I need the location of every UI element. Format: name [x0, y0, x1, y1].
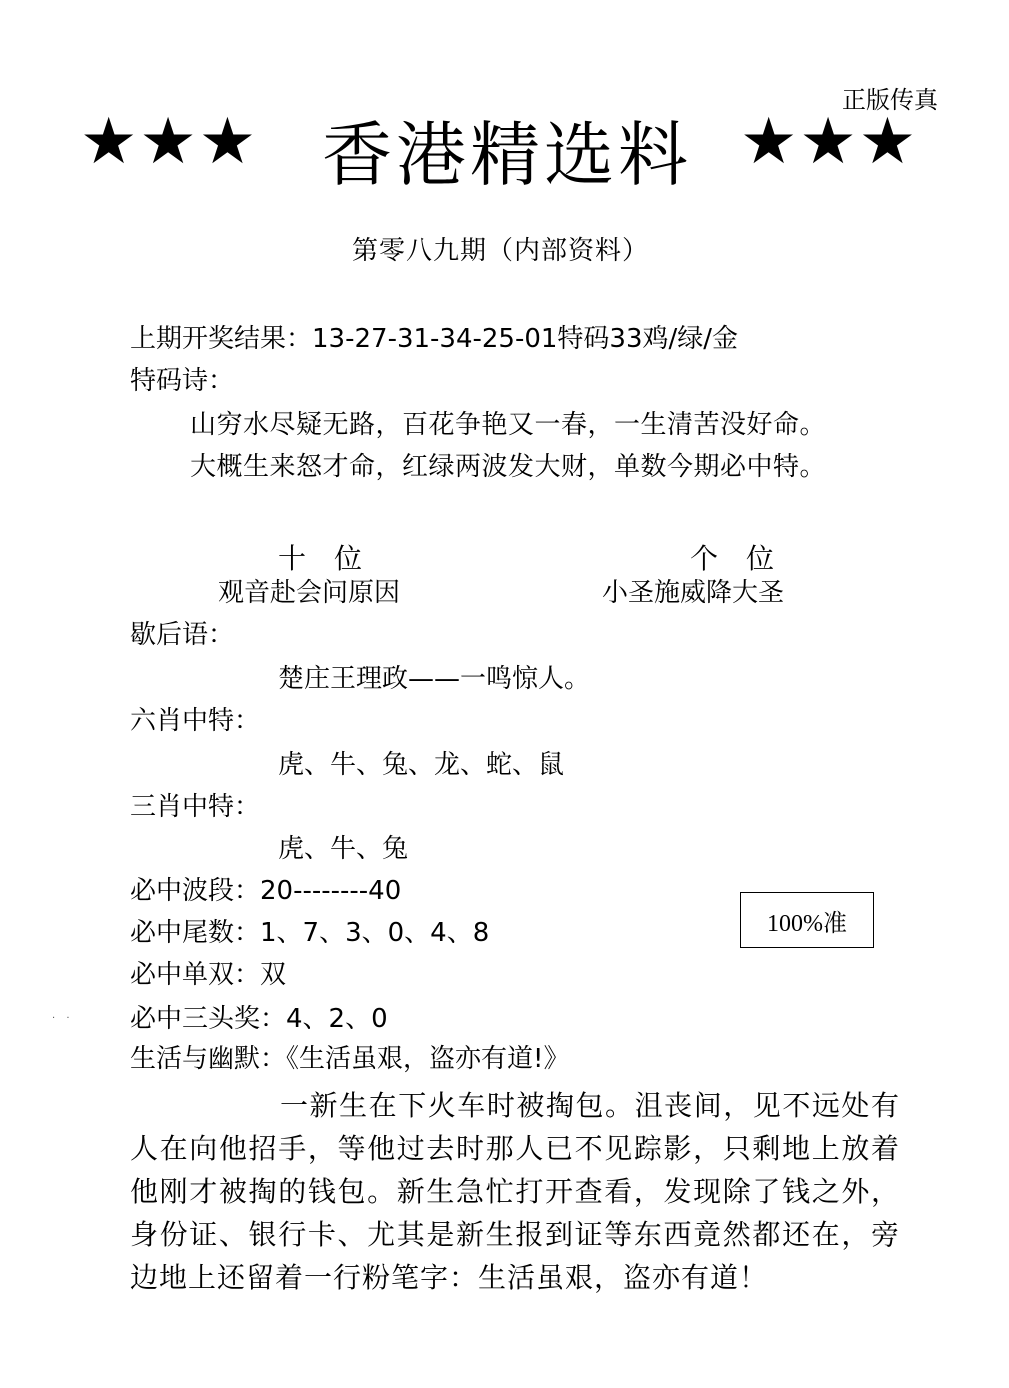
- humor-title: 《生活虽艰，盗亦有道!》: [286, 1044, 570, 1074]
- poem-label: 特码诗：: [130, 366, 235, 396]
- wave-label: 必中波段：: [130, 876, 261, 906]
- tail-label: 必中尾数：: [130, 918, 261, 948]
- tens-header: 十 位: [278, 542, 363, 575]
- stars-left-icon: ★★★: [80, 105, 259, 179]
- xiehouyu-value: 楚庄王理政——一鸣惊人。: [278, 664, 591, 694]
- stars-right-icon: ★★★: [740, 105, 919, 179]
- tail-value: 1、7、3、0、4、8: [260, 918, 490, 948]
- odd-even-row: [130, 962, 286, 988]
- six-zodiac-label: 六肖中特：: [130, 706, 261, 736]
- accuracy-badge: 100%准: [740, 892, 874, 948]
- head-prize-label: 必中三头奖：: [130, 1004, 287, 1034]
- odd-even-value: 双: [260, 960, 287, 990]
- tens-value: 观音赴会问原因: [218, 578, 401, 608]
- wave-value: 20--------40: [260, 876, 402, 906]
- page-title: 香港精选料: [322, 114, 692, 196]
- last-result-row: [130, 326, 738, 352]
- stray-dots: · ·: [52, 1013, 74, 1024]
- last-result-label: 上期开奖结果：: [130, 324, 313, 354]
- humor-heading: [130, 1046, 569, 1072]
- poem-line: 山穷水尽疑无路，百花争艳又一春，一生清苦没好命。: [190, 410, 827, 440]
- humor-label: 生活与幽默：: [130, 1044, 287, 1074]
- six-zodiac-value: 虎、牛、兔、龙、蛇、鼠: [278, 750, 565, 780]
- last-result-value: 13-27-31-34-25-01特码33鸡/绿/金: [312, 324, 739, 354]
- authentic-fax-label: 正版传真: [842, 86, 938, 114]
- three-zodiac-label: 三肖中特：: [130, 792, 261, 822]
- issue-number: 第零八九期（内部资料）: [352, 236, 650, 266]
- odd-even-label: 必中单双：: [130, 960, 261, 990]
- head-prize-row: [130, 1006, 388, 1032]
- wave-row: [130, 878, 401, 904]
- head-prize-value: 4、2、0: [286, 1004, 388, 1034]
- ones-header: 个 位: [690, 542, 775, 575]
- xiehouyu-label: 歇后语：: [130, 620, 235, 650]
- ones-value: 小圣施威降大圣: [602, 578, 785, 608]
- poem-line: 大概生来怒才命，红绿两波发大财，单数今期必中特。: [190, 452, 827, 482]
- three-zodiac-value: 虎、牛、兔: [278, 834, 409, 864]
- tail-row: [130, 920, 489, 946]
- humor-paragraph: 一新生在下火车时被掏包。沮丧间，见不远处有人在向他招手，等他过去时那人已不见踪影，只剩地上放着他刚才被掏的钱包。新生急忙打开查看，发现除了钱之外，身份证、银行卡、尤其是新生报到证等东西竟然都还在，旁边地上还留着一行粉笔字：生活虽艰，盗亦有道！: [130, 1089, 900, 1294]
